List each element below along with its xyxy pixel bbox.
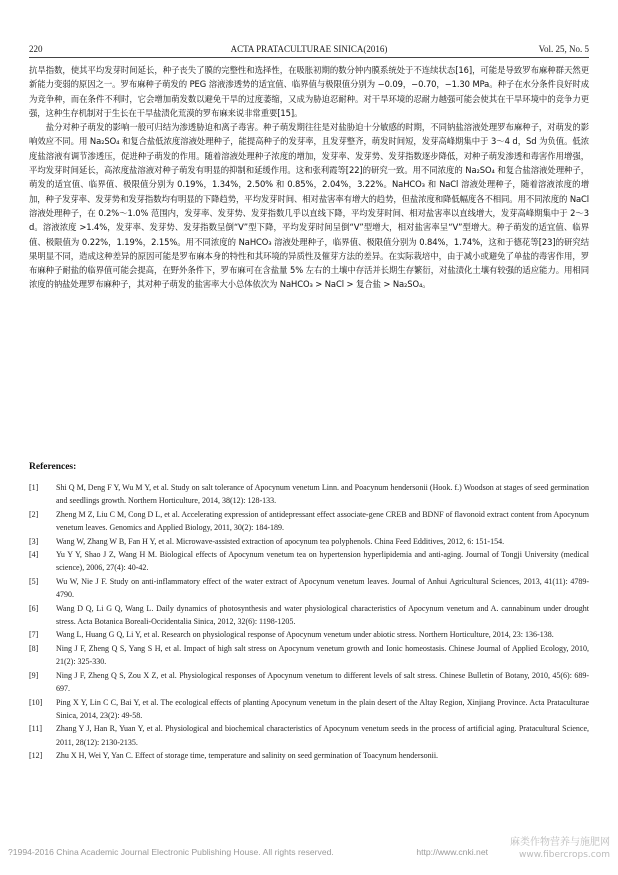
reference-text: Ning J F, Zheng Q S, Yang S H, et al. Impact of high salt stress on Apocynum venetum growth and Ionic homeostasis. Chinese Journal of Applied Ecology, 2010, 21(2): 325-330.: [56, 643, 589, 667]
page-number: 220: [29, 44, 43, 54]
reference-number: [2]: [29, 509, 39, 519]
reference-text: Yu Y Y, Shao J Z, Wang H M. Biological effects of Apocynum venetum tea on hypertension hyperlipidemia and anti-aging. Journal of Tongji University (medical science), 2006, 27(4): 40-42.: [56, 550, 589, 573]
reference-text: Shi Q M, Deng F Y, Wu M Y, et al. Study on salt tolerance of Apocynum venetum Linn. and Poacynum hendersonii (Hook. f.) Woodson at stages of seed germination and seedlings growth. Northern Horticulture, 2014, 38(12): 128-133.: [56, 483, 589, 506]
reference-number: [1]: [29, 483, 39, 492]
reference-item: [29, 535, 589, 548]
reference-item: [29, 548, 589, 575]
reference-item: [29, 481, 589, 508]
reference-number: [11]: [29, 724, 43, 734]
reference-text: Zhu X H, Wei Y, Yan C. Effect of storage time, temperature and salinity on seed germination of Toacynum hendersonii.: [56, 751, 439, 761]
reference-list: [29, 481, 589, 763]
copyright-notice: ?1994-2016 China Academic Journal Electronic Publishing House. All rights reserved.: [8, 847, 334, 857]
reference-item: [29, 628, 589, 641]
reference-number: [8]: [29, 643, 39, 653]
body-paragraph-salt: 盐分对种子萌发的影响一般可归结为渗透胁迫和离子毒害。种子萌发期往往是对盐胁迫十分敏感的时期，不同钠盐溶液处理罗布麻种子，对萌发的影响效应不同。用 Na₂SO₄ 和复合盐低浓度溶液处理种子，能提高种子的发芽率，且发芽整齐，萌发时间短，发芽高峰期集中于 3～4 d，Sd 为负值。低浓度盐溶液有调节渗透压，促进种子萌发的作用。随着溶液处理种子浓度的增加，发芽率、发芽势、发芽指数逐步降低，对种子萌发渗透和毒害作用增强，平均发芽时间延长，高浓度盐溶液对种子萌发有明显的抑制和延缓作用。这和张利霞等[22]的研究一致。用不同浓度的 Na₂SO₄ 和复合盐溶液处理种子，萌发的适宜值、临界值、极限值分别为 0.19%，1.34%，2.50% 和 0.85%，2.04%，3.22%。NaHCO₃ 和 NaCl 溶液处理种子，随着溶液浓度的增加，种子发芽率、发芽势和发芽指数均有明显的下降趋势，平均发芽时间、相对盐害率有增大的趋势，但盐浓度和降低幅度各不相同。用不同浓度的 NaCl 溶液处理种子，在 0.2%～1.0% 范围内，发芽率、发芽势、发芽指数几乎以直线下降，平均发芽时间、相对盐害率以直线增大，发芽高峰期集中于 2～3 d。溶液浓度 >1.4%，发芽率、发芽势、发芽指数呈倒“V”型下降，平均发芽时间呈倒“V”型增大，相对盐害率呈“V”型增大。种子萌发的适宜值、临界值、极限值为 0.22%，1.19%，2.15%。用不同浓度的 NaHCO₃ 溶液处理种子，临界值、极限值分别为 0.84%，1.74%，这和于德花等[23]的研究结果明显不同，造成这种差异的原因可能是罗布麻本身的特性和其环境的异质性及催芽方法的差异。在实际栽培中，由于减小或避免了单盐的毒害作用，罗布麻种子耐盐的临界值可能会提高，在野外条件下，罗布麻可在含盐量 5% 左右的土壤中存活并长期生存繁衍，对盐渍化土壤有较强的适应能力。用相同浓度的钠盐处理罗布麻种子，其对种子萌发的盐害率大小总体依次为 NaHCO₃ > NaCl > 复合盐 > Na₂SO₄。: [29, 122, 589, 290]
reference-number: [9]: [29, 670, 39, 680]
reference-text: Wang D Q, Li G Q, Wang L. Daily dynamics of photosynthesis and water physiological characteristics of Apocynum venetum and A. cannabinum under drought stress. Acta Botanica Boreali-Occidentalia Sinica, 2012, 32(6): 1198-1205.: [56, 603, 589, 627]
reference-item: [29, 602, 589, 629]
reference-text: Wang W, Zhang W B, Fan H Y, et al. Microwave-assisted extraction of apocynum tea polyphenols. China Feed Edditives, 2012, 6: 151-154.: [56, 536, 505, 546]
reference-item: [29, 508, 589, 535]
reference-item: [29, 749, 589, 762]
body-paragraph-drought: 抗旱指数，使其平均发芽时间延长，种子丧失了膜的完整性和选择性，在吸胀初期的数分钟内膜系统处于不连续状态[16]，可能是导致罗布麻种群天然更新能力变弱的原因之一。罗布麻种子萌发的 PEG 溶液渗透势的适宜值、临界值与极限值分别为 −0.09，−0.70，−1.30 MPa。种子在水分条件良好时成为竞争种，而在条件不利时，它会增加萌发数以避免干旱的过度萎缩，又成为胁迫忍耐种。对干旱环境的忍耐力越强可能会使其在干旱环境中的竞争力更强，这种生存机制对于生长在干旱盐渍化荒漠的罗布麻来说非常重要[15]。: [29, 65, 589, 118]
reference-text: Zhang Y J, Han R, Yuan Y, et al. Physiological and biochemical characteristics of Apocynum venetum seeds in the process of artificial aging. Pratacultural Science, 2011, 28(12): 2130-2135.: [56, 724, 589, 747]
reference-number: [5]: [29, 576, 39, 586]
reference-number: [3]: [29, 536, 39, 546]
site-watermark: [492, 836, 610, 870]
reference-text: Ping X Y, Lin C C, Bai Y, et al. The ecological effects of planting Apocynum venetum in the plain desert of the Altay Region, Xinjiang Province. Acta Prataculturae Sinica, 2014, 23(2): 49-58.: [56, 697, 589, 720]
header-rule: [29, 57, 589, 58]
reference-item: [29, 696, 589, 723]
reference-number: [7]: [29, 630, 39, 640]
watermark-url: www.fibercrops.com: [519, 850, 610, 860]
running-header: [29, 44, 589, 56]
journal-name: ACTA PRATACULTURAE SINICA(2016): [230, 44, 388, 54]
article-body: [29, 63, 589, 292]
reference-number: [12]: [29, 751, 43, 761]
references-heading: References:: [29, 462, 77, 472]
reference-text: Wang L, Huang G Q, Li Y, et al. Research on physiological response of Apocynum venetum under abiotic stress. Northern Horticulture, 2014, 23: 136-138.: [56, 630, 554, 640]
cnki-link[interactable]: http://www.cnki.net: [416, 847, 488, 857]
reference-item: [29, 575, 589, 602]
volume-issue: Vol. 25, No. 5: [538, 44, 589, 54]
reference-item: [29, 669, 589, 696]
reference-text: Ning J F, Zheng Q S, Zou X Z, et al. Physiological responses of Apocynum venetum to different levels of salt stress. Chinese Bulletin of Botany, 2010, 45(6): 689-697.: [56, 670, 589, 694]
reference-text: Zheng M Z, Liu C M, Cong D L, et al. Accelerating expression of antidepressant effect associate-gene CREB and BDNF of flavonoid extract content from Apocynum venetum leaves. Genomics and Applied Biology, 2011, 30(2): 184-189.: [56, 509, 589, 533]
reference-number: [4]: [29, 550, 39, 560]
reference-item: [29, 642, 589, 669]
watermark-title: 麻类作物营养与施肥网: [510, 837, 610, 848]
reference-number: [6]: [29, 603, 39, 613]
reference-number: [10]: [29, 697, 43, 707]
reference-text: Wu W, Nie J F. Study on anti-inflammatory effect of the water extract of Apocynum venetum leaves. Journal of Anhui Agricultural Sciences, 2013, 41(11): 4789-4790.: [56, 576, 589, 600]
reference-item: [29, 722, 589, 749]
